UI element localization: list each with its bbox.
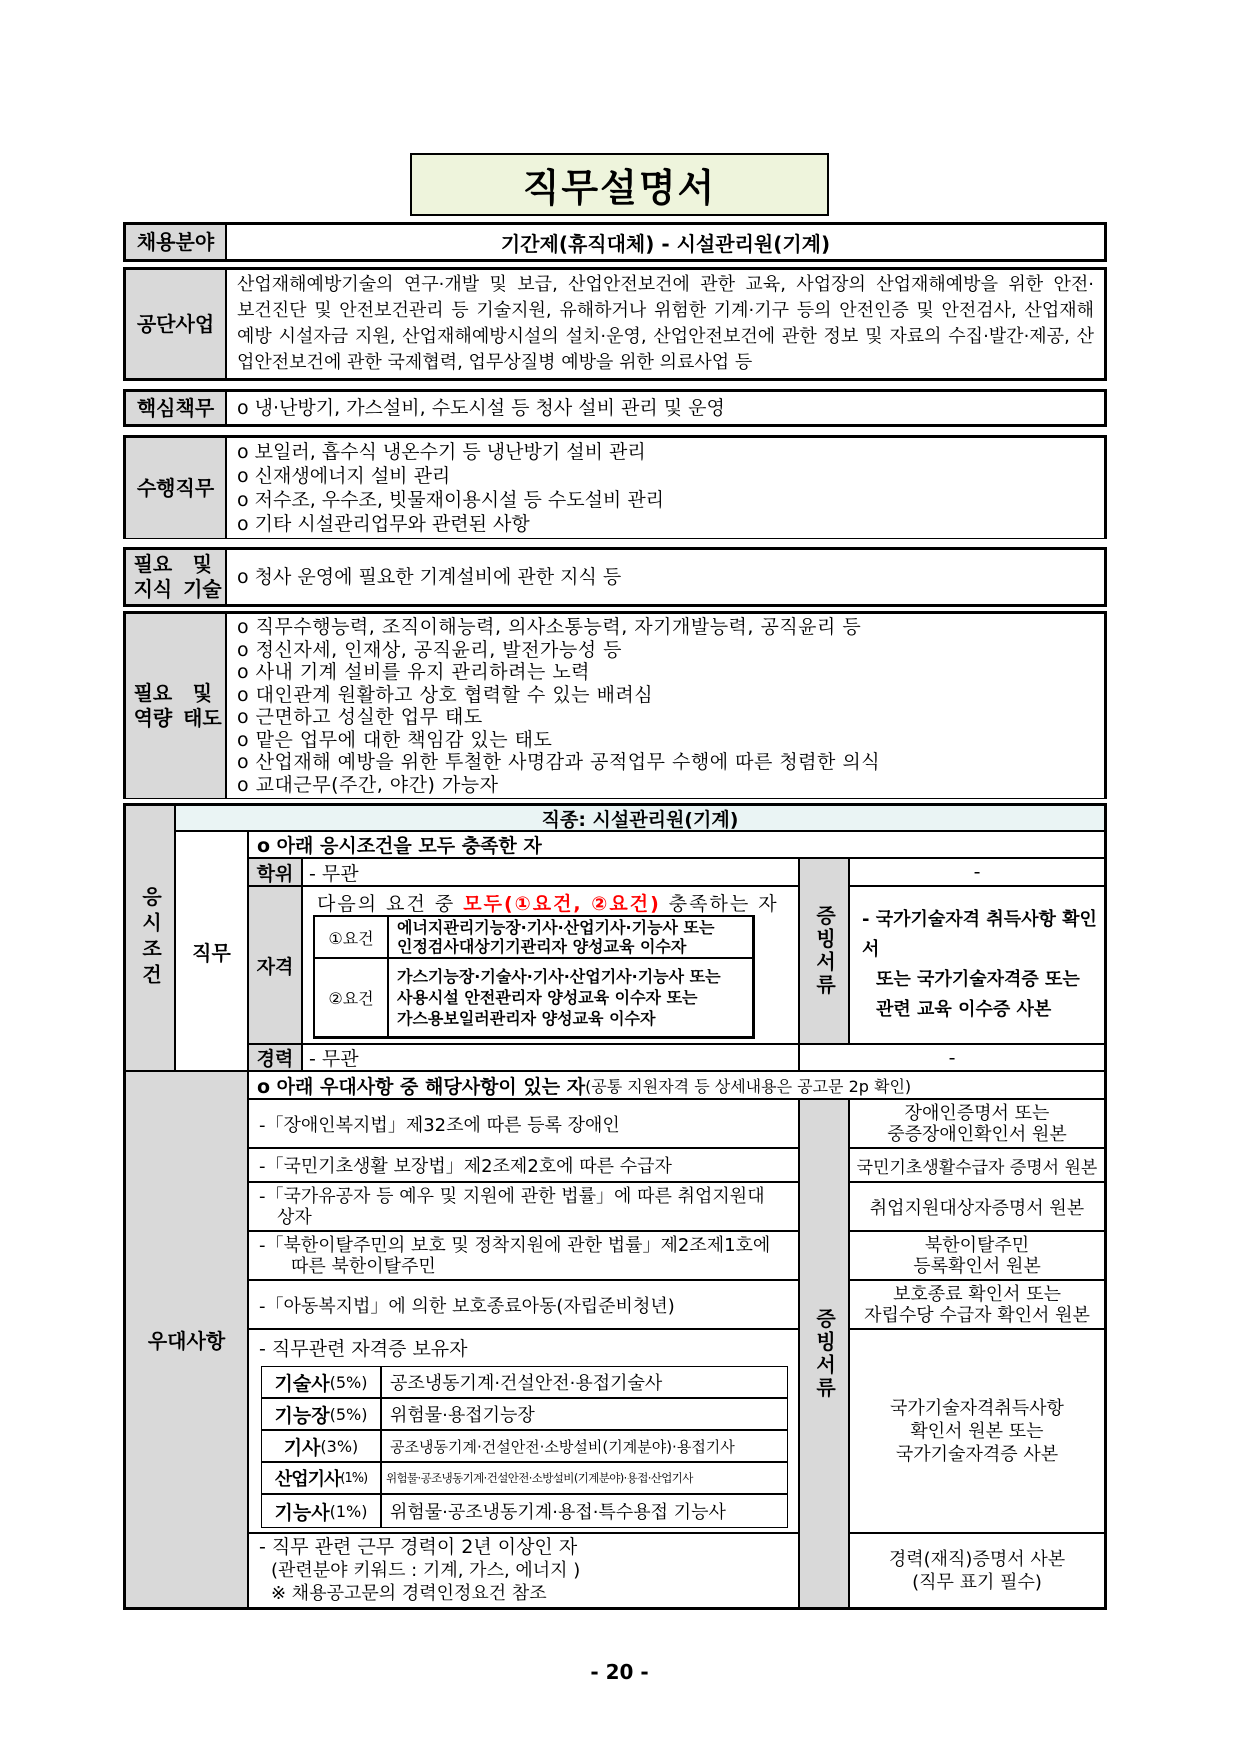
preference-item-proof [850,1232,1104,1279]
duties-line: o 신재생에너지 설비 관리 [237,465,451,487]
cert-section [249,1330,798,1532]
preference-item [249,1100,798,1147]
preference-item [249,1149,798,1181]
experience-label: 경력 [249,1045,301,1070]
conditions-table [123,803,1107,1610]
qualification-condition [317,889,779,916]
preference-proof-line: 국민기초생활수급자 증명서 원본 [856,1157,1098,1178]
competency-label-line2: 및 태도 [183,681,222,730]
knowledge-text [227,550,1104,604]
preference-item [249,1281,798,1328]
preference-proof-label-text: 증빙서류 [812,1307,837,1400]
knowledge-row [123,547,1107,607]
page-number: - 20 - [590,1660,649,1684]
qualification-proof-line: - 국가기술자격 취득사항 확인서 [862,909,1097,960]
cert-pct: (3%) [320,1436,359,1456]
preference-item-proof [850,1100,1104,1147]
competency-line: o 정신자세, 인재상, 공직윤리, 발전가능성 등 [237,638,622,661]
preference-intro-small: (공통 지원자격 등 상세내용은 공고문 2p 확인) [585,1076,912,1096]
career-line: - 직무 관련 근무 경력이 2년 이상인 자 [259,1536,578,1558]
cert-proof-line: 국가기술자격증 사본 [895,1443,1059,1465]
competency-label-line1: 필요역량 [133,681,173,730]
preference-proof-label [800,1100,848,1607]
cert-names: 공조냉동기계·건설안전·용접기술사 [382,1367,787,1397]
qualification-content [303,887,798,1043]
requirement-table [313,915,755,1039]
preference-item-proof [850,1183,1104,1230]
knowledge-label [126,550,225,604]
career-line: ※ 채용공고문의 경력인정요건 참조 [271,1583,547,1604]
competency-line: o 교대근무(주간, 야간) 가능자 [237,773,499,796]
req1-line: 인정검사대상기기관리자 양성교육 이수자 [397,937,687,956]
competency-line: o 직무수행능력, 조직이해능력, 의사소통능력, 자기개발능력, 공직윤리 등 [237,616,862,638]
core-duty-text [227,392,1104,424]
job-type-text: 직종: 시설관리원(기계) [541,808,739,831]
degree-label: 학위 [249,859,301,885]
qualification-proof-line: 또는 국가기술자격증 또는 [876,969,1080,990]
competency-line: o 대인관계 원활하고 상호 협력할 수 있는 배려심 [237,683,654,706]
preference-item-line: 따른 북한이탈주민 [291,1255,436,1277]
eligibility-label [126,806,174,1070]
recruitment-field-value: 기간제(휴직대체) - 시설관리원(기계) [227,225,1104,259]
req2-line: 사용시설 안전관리자 양성교육 이수자 또는 [397,988,698,1007]
cert-names: 공조냉동기계·건설안전·소방설비(기계분야)·용접기사 [382,1431,787,1461]
core-duty-line: o 냉·난방기, 가스설비, 수도시설 등 청사 설비 관리 및 운영 [237,396,725,419]
req2-line: 가스용보일러관리자 양성교육 이수자 [397,1009,656,1028]
career-proof-line: (직무 표기 필수) [912,1571,1042,1593]
agency-business-line: 예방 시설자금 지원, 산업재해예방시설의 설치·운영, 산업안전보건에 관한 정보 및 자료의 수집·발간·제공, 산 [237,326,1094,347]
preference-proof-line: 보호종료 확인서 또는 [893,1283,1061,1305]
cert-pct: (5%) [329,1404,368,1424]
career-item [249,1534,798,1607]
preference-item-proof [850,1281,1104,1328]
duties-label: 수행직무 [126,438,225,538]
condition-pre: 다음의 요건 중 [317,893,464,915]
eligibility-sub-label: 직무 [176,832,247,1070]
agency-business-line: 업안전보건에 관한 국제협력, 업무상질병 예방을 위한 의료사업 등 [237,352,753,373]
req1-text [389,917,752,957]
agency-business-line: 산업재해예방기술의 연구·개발 및 보급, 산업안전보건에 관한 교육, 사업장의 산업재해예방을 위한 안전· [237,274,1094,295]
knowledge-label-line2: 및 기술 [183,552,222,601]
preference-item-line: -「북한이탈주민의 보호 및 정착지원에 관한 법률」제2조제1호에 [259,1234,771,1256]
qualification-proof [850,887,1104,1043]
duties-line: o 기타 시설관리업무와 관련된 사항 [237,513,530,535]
preference-item-line: 상자 [277,1206,312,1228]
cert-pct: (1%) [340,1470,368,1486]
cert-proof-line: 확인서 원본 또는 [910,1420,1044,1442]
preference-item [249,1232,798,1279]
condition-highlight: 모두(①요건, ②요건) [463,893,661,915]
qualification-label: 자격 [249,887,301,1043]
competency-text [227,614,1104,798]
eligibility-intro: o 아래 응시조건을 모두 충족한 자 [249,832,1104,857]
cert-level-cell [262,1367,380,1397]
cert-names: 위험물·공조냉동기계·용접·특수용접 기능사 [382,1495,787,1527]
duties-line: o 보일러, 흡수식 냉온수기 등 냉난방기 설비 관리 [237,441,646,463]
cert-level-cell [262,1431,380,1461]
cert-level-cell [262,1495,380,1527]
cert-table [261,1366,788,1528]
cert-level-cell [262,1399,380,1429]
cert-names: 위험물·용접기능장 [382,1399,787,1429]
eligibility-proof-label-text: 증빙서류 [812,905,837,997]
agency-business-text [227,270,1104,378]
preference-label: 우대사항 [126,1072,247,1607]
cert-proof-line: 국가기술자격취득사항 [890,1397,1064,1419]
cert-level: 기능장 [274,1404,330,1427]
cert-intro: - 직무관련 자격증 보유자 [259,1338,468,1360]
experience-value: - 무관 [303,1045,798,1070]
cert-pct: (5%) [329,1372,368,1392]
preference-item-line: -「국가유공자 등 예우 및 지원에 관한 법률」에 따른 취업지원대 [259,1185,765,1207]
cert-level: 기술사 [274,1372,330,1395]
competency-label [126,614,225,798]
recruitment-field-row [123,222,1107,262]
agency-business-line: 보건진단 및 안전보건관리 등 기술지원, 유해하거나 위험한 기계·기구 등의 안전인증 및 안전검사, 산업재해 [237,300,1094,321]
duties-text [227,438,1104,538]
preference-item [249,1183,798,1230]
preference-proof-line: 자립수당 수급자 확인서 원본 [864,1304,1090,1326]
page-title: 직무설명서 [410,153,829,216]
degree-value: - 무관 [303,859,798,885]
cert-level: 산업기사 [274,1469,341,1490]
experience-proof: - [800,1045,1104,1070]
preference-intro [249,1072,1104,1098]
preference-proof-line: 중증장애인확인서 원본 [887,1123,1067,1145]
competency-line: o 산업재해 예방을 위한 투철한 사명감과 공적업무 수행에 따른 청렴한 의식 [237,751,881,773]
preference-proof-line: 취업지원대상자증명서 원본 [869,1197,1085,1219]
req1-line: 에너지관리기능장·기사·산업기사·기능사 또는 [397,918,715,937]
knowledge-line: o 청사 운영에 필요한 기계설비에 관한 지식 등 [237,565,622,588]
cert-names: 위험물·공조냉동기계·건설안전·소방설비(기계분야)·용접·산업기사 [382,1463,787,1493]
competency-line: o 맡은 업무에 대한 책임감 있는 태도 [237,728,553,751]
cert-proof [850,1330,1104,1532]
degree-proof: - [850,859,1104,885]
req2-line: 가스기능장·기술사·기사·산업기사·기능사 또는 [397,967,721,986]
cert-level: 기능사 [274,1501,330,1524]
preference-proof-line: 북한이탈주민 [924,1234,1030,1256]
qualification-proof-line: 관련 교육 이수증 사본 [876,999,1052,1020]
eligibility-proof-label [800,859,848,1043]
competency-line: o 근면하고 성실한 업무 태도 [237,706,483,728]
knowledge-label-line1: 필요지식 [133,552,173,601]
duties-row [123,435,1107,539]
preference-intro-bold: o 아래 우대사항 중 해당사항이 있는 자 [257,1075,586,1098]
preference-item-proof [850,1149,1104,1181]
recruitment-field-label: 채용분야 [126,225,225,259]
condition-post: 충족하는 자 [660,893,779,915]
req2-label: ②요건 [315,959,387,1036]
career-line: (관련분야 키워드 : 기계, 가스, 에너지 ) [271,1560,581,1581]
cert-level-cell [262,1463,380,1493]
career-proof [850,1534,1104,1607]
job-type-header [176,806,1104,830]
req1-label: ①요건 [315,917,387,957]
preference-proof-line: 등록확인서 원본 [913,1255,1041,1277]
agency-business-label: 공단사업 [126,270,225,378]
cert-level: 기사 [283,1436,321,1459]
req2-text [389,959,752,1036]
core-duty-label: 핵심책무 [126,392,225,424]
eligibility-label-text: 응시조건 [138,886,163,990]
competency-line: o 사내 기계 설비를 유지 관리하려는 노력 [237,661,591,683]
preference-item-line: -「국민기초생활 보장법」제2조제2호에 따른 수급자 [259,1156,672,1177]
duties-line: o 저수조, 우수조, 빗물재이용시설 등 수도설비 관리 [237,489,665,511]
competency-row [123,611,1107,799]
agency-business-row [123,267,1107,381]
preference-item-line: -「아동복지법」에 의한 보호종료아동(자립준비청년) [259,1295,675,1317]
cert-pct: (1%) [329,1501,368,1521]
career-proof-line: 경력(재직)증명서 사본 [888,1548,1066,1570]
preference-proof-line: 장애인증명서 또는 [904,1102,1050,1124]
preference-item-line: -「장애인복지법」제32조에 따른 등록 장애인 [259,1114,620,1136]
core-duty-row [123,389,1107,427]
